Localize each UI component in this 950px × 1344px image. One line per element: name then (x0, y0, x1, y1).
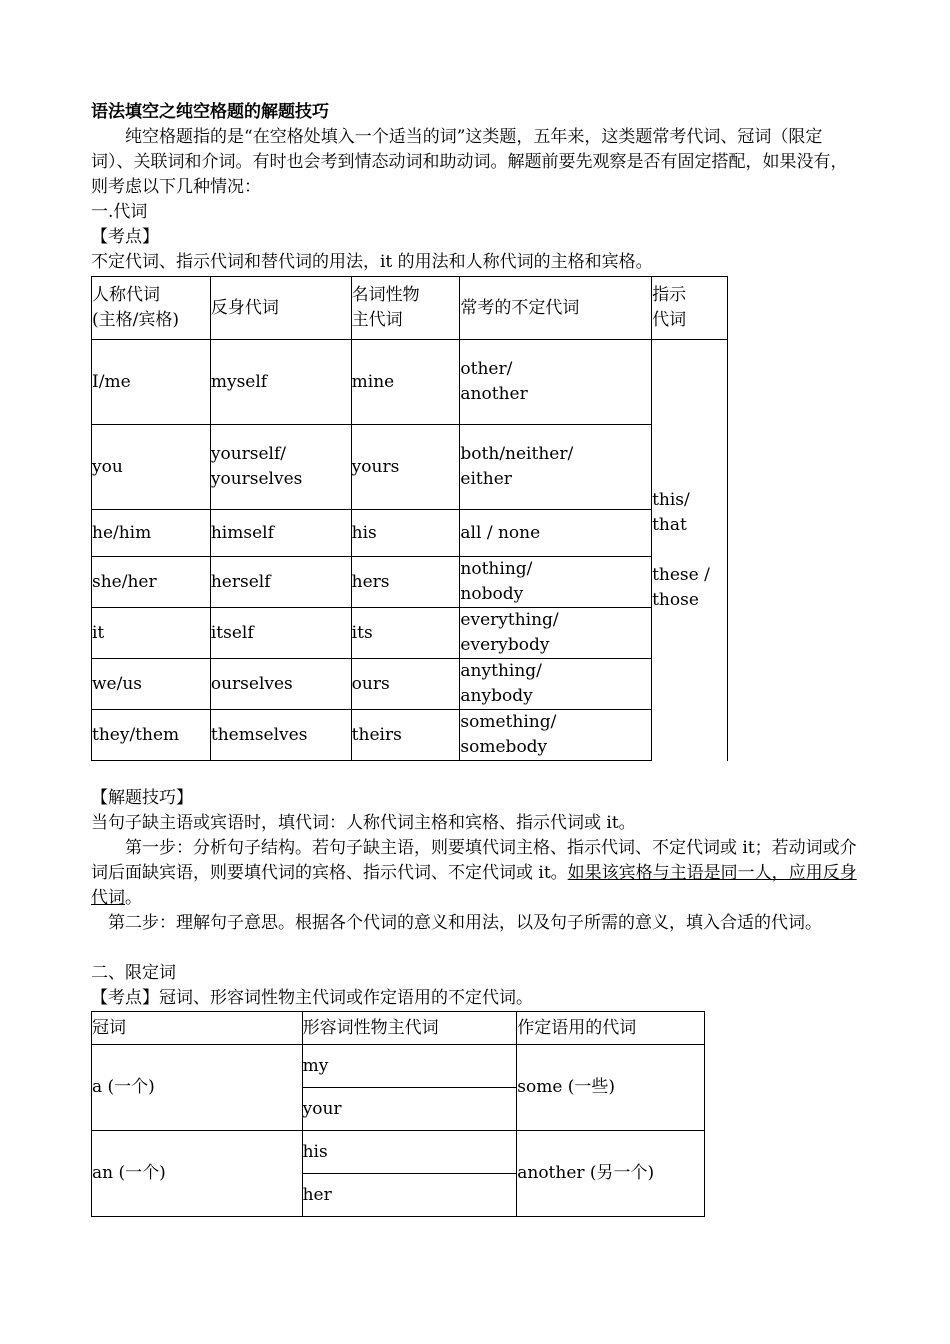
header-cell: 名词性物 主代词 (351, 277, 460, 340)
table-cell: they/them (92, 710, 211, 761)
table-row (92, 340, 728, 425)
section1-kaodian-text: 不定代词、指示代词和替代词的用法，it 的用法和人称代词的主格和宾格。 (91, 252, 653, 272)
table-row (92, 1131, 705, 1174)
table-cell: hers (351, 557, 460, 608)
table-row (92, 710, 728, 761)
table-row (92, 557, 728, 608)
table-cell: ours (351, 659, 460, 710)
table-cell: themselves (210, 710, 351, 761)
intro-paragraph: 纯空格题指的是“在空格处填入一个适当的词”这类题，五年来，这类题常考代词、冠词（限定词）、关联词和介词。有时也会考到情态动词和助动词。解题前要先观察是否有固定搭配，如果没有，则考虑以下几种情况： (91, 127, 848, 197)
table-cell: you (92, 425, 211, 510)
determiner-table (91, 1011, 705, 1217)
table-cell: himself (210, 510, 351, 557)
table-cell: herself (210, 557, 351, 608)
table-cell: both/neither/ either (460, 425, 652, 510)
header-cell: 冠词 (92, 1012, 303, 1045)
step1-underlined-text: 如果该宾格与主语是同一人，应用反身代词 (91, 863, 857, 908)
table-cell: itself (210, 608, 351, 659)
header-cell: 指示 代词 (652, 277, 728, 340)
step2-paragraph: 第二步：理解句子意思。根据各个代词的意义和用法，以及句子所需的意义，填入合适的代词。 (108, 913, 822, 933)
table-cell: she/her (92, 557, 211, 608)
table-cell: we/us (92, 659, 211, 710)
step1-paragraph: 第一步：分析句子结构。若句子缺主语，则要填代词主格、指示代词、不定代词或 it；若动词或介词后面缺宾语，则要填代词的宾格、指示代词、不定代词或 it。如果该宾格与主语是同一人，应用反身代词。 (91, 838, 857, 908)
table-row (92, 659, 728, 710)
table-cell: yours (351, 425, 460, 510)
table-row (92, 425, 728, 510)
table-row (92, 608, 728, 659)
table-cell: an (一个) (92, 1131, 303, 1217)
header-cell: 作定语用的代词 (517, 1012, 705, 1045)
table-cell: I/me (92, 340, 211, 425)
document-page (91, 100, 861, 1217)
header-cell: 人称代词 (主格/宾格) (92, 277, 211, 340)
table-cell: its (351, 608, 460, 659)
table-cell: everything/ everybody (460, 608, 652, 659)
tips-label: 【解题技巧】 (91, 788, 193, 808)
table-row (92, 1045, 705, 1088)
section1-kaodian-label: 【考点】 (91, 227, 159, 247)
table-cell: something/ somebody (460, 710, 652, 761)
table-cell: anything/ anybody (460, 659, 652, 710)
table-cell: he/him (92, 510, 211, 557)
table-cell: it (92, 608, 211, 659)
tip-intro: 当句子缺主语或宾语时，填代词：人称代词主格和宾格、指示代词或 it。 (91, 813, 636, 833)
table-cell: myself (210, 340, 351, 425)
table-cell: all / none (460, 510, 652, 557)
table-cell: ourselves (210, 659, 351, 710)
table-cell: his (351, 510, 460, 557)
table-cell: her (302, 1174, 517, 1217)
table-cell: another (另一个) (517, 1131, 705, 1217)
table-cell: other/ another (460, 340, 652, 425)
table-header-row (92, 1012, 705, 1045)
page-title: 语法填空之纯空格题的解题技巧 (91, 102, 329, 122)
table-cell: your (302, 1088, 517, 1131)
pronoun-table (91, 276, 728, 761)
table-header-row (92, 277, 728, 340)
header-cell: 反身代词 (210, 277, 351, 340)
section1-heading: 一.代词 (91, 202, 148, 222)
table-cell: theirs (351, 710, 460, 761)
table-cell: his (302, 1131, 517, 1174)
table-row (92, 510, 728, 557)
header-cell: 常考的不定代词 (460, 277, 652, 340)
table-cell: mine (351, 340, 460, 425)
header-cell: 形容词性物主代词 (302, 1012, 517, 1045)
demonstrative-cell: this/ that these / those (652, 340, 728, 761)
table-cell: nothing/ nobody (460, 557, 652, 608)
section2-heading: 二、限定词 (91, 963, 176, 983)
section2-kaodian: 【考点】冠词、形容词性物主代词或作定语用的不定代词。 (91, 988, 533, 1008)
table-cell: a (一个) (92, 1045, 303, 1131)
table-cell: yourself/ yourselves (210, 425, 351, 510)
table-cell: my (302, 1045, 517, 1088)
table-cell: some (一些) (517, 1045, 705, 1131)
